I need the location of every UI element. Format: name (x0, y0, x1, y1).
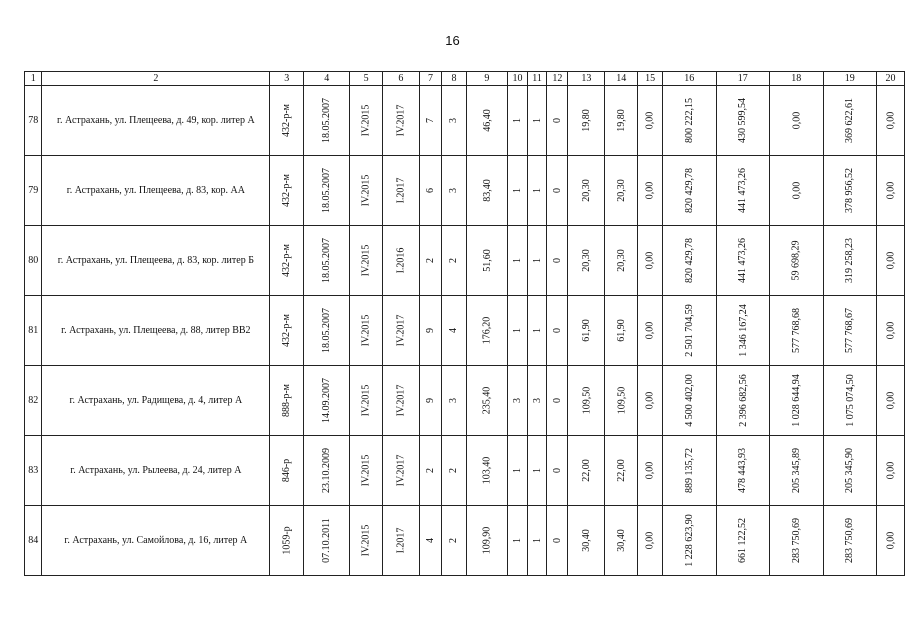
cell-c16 (663, 156, 717, 226)
cell-text: 0,00 (885, 531, 896, 550)
cell-c16 (663, 226, 717, 296)
cell-c14 (605, 436, 638, 506)
cell-text: 19,80 (615, 109, 627, 132)
cell-text: 205 345,89 (790, 448, 802, 493)
cell-text: 1 (512, 468, 524, 473)
cell-text: 441 473,26 (737, 168, 749, 213)
cell-text: 2 (448, 468, 460, 473)
cell-c17 (716, 86, 770, 156)
cell-text: 888-р-м (281, 384, 293, 417)
column-header-6: 6 (383, 72, 420, 86)
cell-period-end (383, 226, 420, 296)
cell-text: 2 501 704,59 (683, 304, 695, 357)
cell-c8 (442, 226, 466, 296)
cell-c14 (605, 506, 638, 576)
cell-text: IV.2015 (360, 174, 372, 207)
cell-text: 1 (512, 258, 524, 263)
cell-c11 (527, 366, 546, 436)
cell-text: 9 (425, 398, 436, 403)
cell-date (304, 436, 350, 506)
cell-c15 (638, 506, 663, 576)
header-row (25, 72, 905, 86)
cell-c9 (466, 296, 508, 366)
cell-text: 3 (448, 188, 460, 193)
cell-c20 (877, 506, 905, 576)
cell-text: IV.2015 (360, 454, 372, 487)
cell-text: 0,00 (885, 251, 896, 270)
cell-c7 (419, 506, 442, 576)
column-header-20: 20 (877, 72, 905, 86)
cell-text: 0,00 (644, 461, 656, 480)
cell-c12 (547, 366, 568, 436)
cell-c20 (877, 86, 905, 156)
cell-c15 (638, 156, 663, 226)
cell-text: 83,40 (481, 179, 493, 202)
column-header-5: 5 (350, 72, 383, 86)
column-header-14: 14 (605, 72, 638, 86)
cell-text: 22,00 (580, 459, 592, 482)
column-header-8: 8 (442, 72, 466, 86)
cell-text: 3 (512, 398, 524, 403)
cell-c9 (466, 436, 508, 506)
cell-c12 (547, 436, 568, 506)
cell-doc (270, 156, 304, 226)
cell-text: 3 (448, 118, 460, 123)
cell-text: 820 429,78 (683, 238, 695, 283)
cell-n: 83 (25, 436, 42, 506)
cell-text: 18.05.2007 (321, 168, 333, 213)
cell-text: 0 (551, 538, 563, 543)
cell-c17 (716, 156, 770, 226)
cell-text: I.2016 (395, 247, 407, 274)
cell-text: 1 (512, 538, 524, 543)
column-header-18: 18 (770, 72, 824, 86)
cell-period-start (350, 296, 383, 366)
cell-c9 (466, 156, 508, 226)
cell-text: 1 075 074,50 (844, 374, 856, 427)
cell-c14 (605, 296, 638, 366)
cell-text: 9 (425, 328, 436, 333)
cell-text: 1 (512, 118, 524, 123)
cell-c18 (770, 156, 824, 226)
table-row (25, 86, 905, 156)
cell-address: г. Астрахань, ул. Радищева, д. 4, литер А (42, 366, 270, 436)
cell-text: 18.05.2007 (321, 238, 333, 283)
cell-text: 432-р-м (281, 174, 293, 207)
cell-c8 (442, 86, 466, 156)
column-header-9: 9 (466, 72, 508, 86)
cell-text: 1 (531, 328, 543, 333)
cell-c19 (823, 366, 877, 436)
cell-text: 661 122,52 (737, 518, 749, 563)
cell-doc (270, 366, 304, 436)
cell-text: 0,00 (644, 321, 656, 340)
cell-c10 (508, 296, 528, 366)
cell-text: 30,40 (580, 529, 592, 552)
cell-date (304, 506, 350, 576)
cell-text: IV.2015 (360, 384, 372, 417)
cell-period-start (350, 506, 383, 576)
table-row (25, 436, 905, 506)
cell-date (304, 86, 350, 156)
cell-text: 20,30 (615, 249, 627, 272)
cell-c16 (663, 366, 717, 436)
cell-text: 820 429,78 (683, 168, 695, 213)
cell-c12 (547, 156, 568, 226)
cell-text: 0,00 (644, 531, 656, 550)
cell-text: 2 (448, 538, 460, 543)
cell-text: I.2017 (395, 177, 407, 204)
cell-c17 (716, 436, 770, 506)
cell-text: 1 (531, 118, 543, 123)
cell-text: 432-р-м (281, 244, 293, 277)
cell-c13 (568, 366, 605, 436)
cell-text: 1 (531, 468, 543, 473)
cell-text: 1 (531, 188, 543, 193)
cell-text: 1 (531, 538, 543, 543)
cell-text: 1 346 167,24 (737, 304, 749, 357)
cell-c8 (442, 156, 466, 226)
cell-address: г. Астрахань, ул. Самойлова, д. 16, литер А (42, 506, 270, 576)
cell-address: г. Астрахань, ул. Плещеева, д. 49, кор. литер А (42, 86, 270, 156)
cell-text: 283 750,69 (844, 518, 856, 563)
cell-text: 378 956,52 (844, 168, 856, 213)
cell-period-start (350, 156, 383, 226)
cell-text: 0,00 (790, 111, 802, 130)
cell-text: 577 768,67 (844, 308, 856, 353)
cell-text: 109,90 (481, 526, 493, 555)
cell-c13 (568, 506, 605, 576)
cell-text: 0,00 (790, 181, 802, 200)
cell-text: 1 (531, 258, 543, 263)
cell-text: 20,30 (615, 179, 627, 202)
cell-text: 2 (425, 258, 436, 263)
cell-text: 0,00 (885, 461, 896, 480)
cell-c7 (419, 226, 442, 296)
cell-text: 23.10.2009 (321, 448, 333, 493)
cell-c11 (527, 506, 546, 576)
cell-doc (270, 86, 304, 156)
table-row (25, 366, 905, 436)
column-header-3: 3 (270, 72, 304, 86)
cell-c8 (442, 296, 466, 366)
column-header-1: 1 (25, 72, 42, 86)
cell-c15 (638, 436, 663, 506)
cell-text: 1 028 644,94 (790, 374, 802, 427)
cell-text: IV.2015 (360, 244, 372, 277)
cell-text: 103,40 (481, 456, 493, 485)
cell-text: 3 (448, 398, 460, 403)
cell-doc (270, 226, 304, 296)
cell-c10 (508, 436, 528, 506)
cell-c18 (770, 436, 824, 506)
cell-c13 (568, 296, 605, 366)
cell-address: г. Астрахань, ул. Рылеева, д. 24, литер А (42, 436, 270, 506)
cell-c15 (638, 366, 663, 436)
cell-text: 61,90 (615, 319, 627, 342)
cell-c13 (568, 86, 605, 156)
cell-text: 369 622,61 (844, 98, 856, 143)
cell-c15 (638, 296, 663, 366)
cell-c8 (442, 506, 466, 576)
cell-text: 577 768,68 (790, 308, 802, 353)
table-row (25, 506, 905, 576)
cell-text: 59 698,29 (790, 240, 802, 281)
cell-c17 (716, 296, 770, 366)
cell-c9 (466, 366, 508, 436)
cell-text: 441 473,26 (737, 238, 749, 283)
table-row (25, 296, 905, 366)
cell-c11 (527, 436, 546, 506)
cell-c7 (419, 436, 442, 506)
cell-period-start (350, 366, 383, 436)
cell-c19 (823, 506, 877, 576)
cell-text: 0,00 (885, 391, 896, 410)
cell-date (304, 296, 350, 366)
cell-period-end (383, 436, 420, 506)
cell-text: 61,90 (580, 319, 592, 342)
cell-c9 (466, 506, 508, 576)
cell-text: 205 345,90 (844, 448, 856, 493)
cell-c18 (770, 296, 824, 366)
cell-text: 0 (551, 188, 563, 193)
cell-text: 0 (551, 398, 563, 403)
cell-text: 319 258,23 (844, 238, 856, 283)
cell-c12 (547, 296, 568, 366)
cell-text: 109,50 (615, 386, 627, 415)
cell-c16 (663, 506, 717, 576)
cell-c14 (605, 366, 638, 436)
cell-text: 0,00 (885, 321, 896, 340)
column-header-10: 10 (508, 72, 528, 86)
cell-text: 1059-р (281, 526, 293, 555)
cell-text: IV.2017 (395, 104, 407, 137)
cell-text: IV.2017 (395, 314, 407, 347)
cell-c17 (716, 226, 770, 296)
cell-text: 30,40 (615, 529, 627, 552)
cell-text: 18.05.2007 (321, 98, 333, 143)
cell-n: 81 (25, 296, 42, 366)
cell-text: 46,40 (481, 109, 493, 132)
cell-c20 (877, 156, 905, 226)
cell-n: 82 (25, 366, 42, 436)
cell-text: 2 (448, 258, 460, 263)
cell-date (304, 366, 350, 436)
cell-text: 176,20 (481, 316, 493, 345)
cell-text: 0,00 (885, 181, 896, 200)
cell-text: IV.2017 (395, 384, 407, 417)
cell-c7 (419, 86, 442, 156)
cell-text: 2 396 682,56 (737, 374, 749, 427)
cell-period-start (350, 86, 383, 156)
cell-text: 235,40 (481, 386, 493, 415)
cell-text: 0 (551, 118, 563, 123)
column-header-12: 12 (547, 72, 568, 86)
cell-date (304, 226, 350, 296)
cell-text: 20,30 (580, 249, 592, 272)
cell-c14 (605, 226, 638, 296)
table-body (25, 72, 905, 576)
cell-c20 (877, 296, 905, 366)
cell-c10 (508, 226, 528, 296)
cell-c12 (547, 86, 568, 156)
cell-address: г. Астрахань, ул. Плещеева, д. 83, кор. литер Б (42, 226, 270, 296)
cell-n: 78 (25, 86, 42, 156)
cell-period-end (383, 296, 420, 366)
cell-c10 (508, 156, 528, 226)
cell-text: 1 (512, 188, 524, 193)
cell-text: 800 222,15 (683, 98, 695, 143)
cell-c15 (638, 226, 663, 296)
cell-text: 283 750,69 (790, 518, 802, 563)
cell-text: I.2017 (395, 527, 407, 554)
cell-text: 4 500 402,00 (683, 374, 695, 427)
cell-doc (270, 296, 304, 366)
cell-c8 (442, 436, 466, 506)
cell-text: 22,00 (615, 459, 627, 482)
table-row (25, 226, 905, 296)
column-header-16: 16 (663, 72, 717, 86)
cell-c18 (770, 86, 824, 156)
page-number: 16 (445, 33, 460, 48)
column-header-7: 7 (419, 72, 442, 86)
cell-c18 (770, 226, 824, 296)
cell-date (304, 156, 350, 226)
cell-text: 0,00 (644, 181, 656, 200)
cell-text: 20,30 (580, 179, 592, 202)
cell-text: IV.2015 (360, 314, 372, 347)
cell-c16 (663, 296, 717, 366)
column-header-2: 2 (42, 72, 270, 86)
cell-period-end (383, 506, 420, 576)
cell-text: 4 (425, 538, 436, 543)
cell-period-end (383, 156, 420, 226)
cell-c15 (638, 86, 663, 156)
cell-text: 109,50 (580, 386, 592, 415)
cell-text: 0,00 (644, 391, 656, 410)
cell-text: 1 (512, 328, 524, 333)
cell-text: 18.05.2007 (321, 308, 333, 353)
cell-c18 (770, 366, 824, 436)
cell-text: 0,00 (644, 111, 656, 130)
cell-c17 (716, 366, 770, 436)
cell-text: 3 (531, 398, 543, 403)
cell-text: 6 (425, 188, 436, 193)
cell-c20 (877, 436, 905, 506)
table-row (25, 156, 905, 226)
cell-c16 (663, 86, 717, 156)
cell-c14 (605, 86, 638, 156)
cell-n: 84 (25, 506, 42, 576)
column-header-4: 4 (304, 72, 350, 86)
cell-c13 (568, 436, 605, 506)
cell-c13 (568, 156, 605, 226)
cell-c19 (823, 86, 877, 156)
cell-period-start (350, 436, 383, 506)
cell-c10 (508, 366, 528, 436)
cell-text: IV.2015 (360, 104, 372, 137)
cell-c10 (508, 506, 528, 576)
cell-c9 (466, 226, 508, 296)
cell-c11 (527, 156, 546, 226)
cell-text: 14.09.2007 (321, 378, 333, 423)
cell-c19 (823, 436, 877, 506)
cell-text: 1 228 623,90 (683, 514, 695, 567)
cell-doc (270, 436, 304, 506)
cell-text: 51,60 (481, 249, 493, 272)
cell-text: 0 (551, 468, 563, 473)
cell-c19 (823, 156, 877, 226)
column-header-13: 13 (568, 72, 605, 86)
cell-c20 (877, 366, 905, 436)
column-header-19: 19 (823, 72, 877, 86)
cell-address: г. Астрахань, ул. Плещеева, д. 83, кор. АА (42, 156, 270, 226)
cell-c17 (716, 506, 770, 576)
cell-c11 (527, 296, 546, 366)
column-header-15: 15 (638, 72, 663, 86)
cell-period-end (383, 86, 420, 156)
cell-n: 80 (25, 226, 42, 296)
column-header-11: 11 (527, 72, 546, 86)
cell-c20 (877, 226, 905, 296)
cell-text: 478 443,93 (737, 448, 749, 493)
cell-c18 (770, 506, 824, 576)
cell-text: 846-р (281, 458, 293, 483)
cell-c8 (442, 366, 466, 436)
cell-text: 0,00 (644, 251, 656, 270)
cell-address: г. Астрахань, ул. Плещеева, д. 88, литер ВВ2 (42, 296, 270, 366)
cell-c19 (823, 296, 877, 366)
cell-c11 (527, 86, 546, 156)
cell-c12 (547, 226, 568, 296)
cell-text: 430 599,54 (737, 98, 749, 143)
cell-text: 889 135,72 (683, 448, 695, 493)
cell-c12 (547, 506, 568, 576)
cell-text: 4 (448, 328, 460, 333)
cell-text: 2 (425, 468, 436, 473)
cell-text: IV.2017 (395, 454, 407, 487)
cell-c11 (527, 226, 546, 296)
cell-text: 19,80 (580, 109, 592, 132)
cell-period-start (350, 226, 383, 296)
cell-doc (270, 506, 304, 576)
cell-c10 (508, 86, 528, 156)
cell-c7 (419, 366, 442, 436)
cell-text: 0 (551, 328, 563, 333)
cell-c19 (823, 226, 877, 296)
cell-c13 (568, 226, 605, 296)
cell-c7 (419, 296, 442, 366)
cell-c14 (605, 156, 638, 226)
cell-text: 0,00 (885, 111, 896, 130)
cell-c16 (663, 436, 717, 506)
cell-text: 432-р-м (281, 104, 293, 137)
cell-c7 (419, 156, 442, 226)
cell-text: 0 (551, 258, 563, 263)
cell-text: 07.10.2011 (321, 518, 333, 563)
cell-text: 7 (425, 118, 436, 123)
data-table (24, 71, 905, 576)
cell-c9 (466, 86, 508, 156)
cell-text: IV.2015 (360, 524, 372, 557)
column-header-17: 17 (716, 72, 770, 86)
cell-n: 79 (25, 156, 42, 226)
cell-period-end (383, 366, 420, 436)
cell-text: 432-р-м (281, 314, 293, 347)
